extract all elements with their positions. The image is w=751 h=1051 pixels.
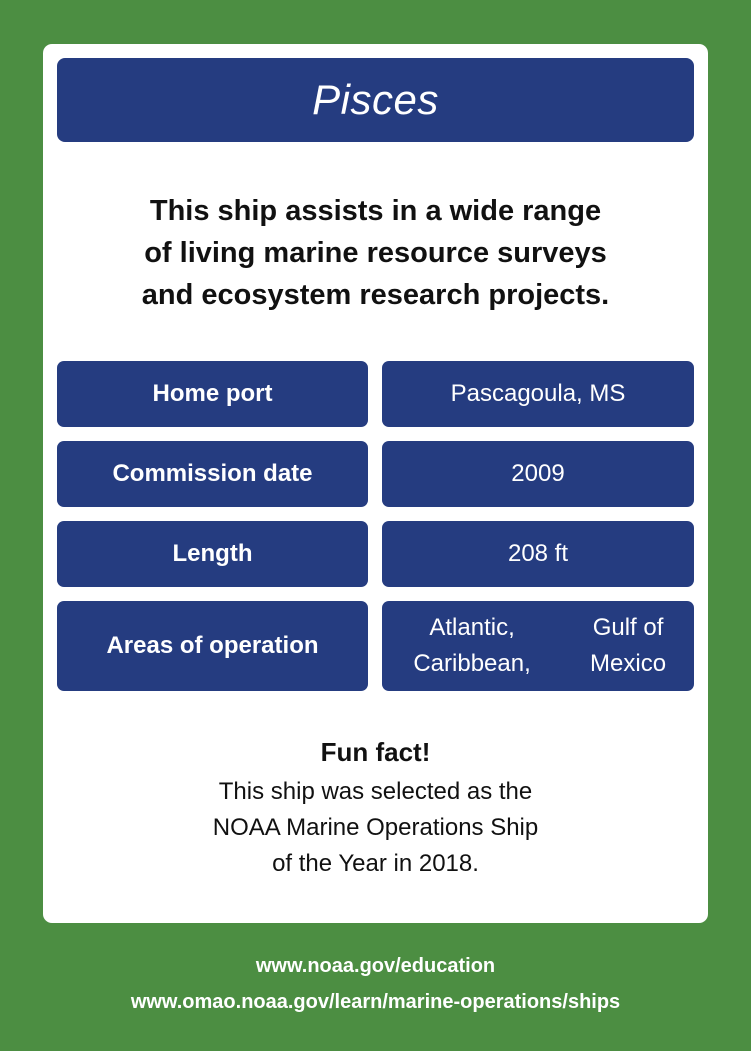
description-line: of living marine resource surveys — [144, 237, 607, 269]
fun-fact-heading: Fun fact! — [320, 737, 431, 767]
fun-fact-line: of the Year in 2018. — [272, 850, 479, 877]
noaa-education-link[interactable]: www.noaa.gov/education — [255, 955, 496, 977]
fact-value-commission-date — [382, 441, 694, 507]
fact-value-length — [382, 521, 694, 587]
fact-label-home-port: Home port — [57, 361, 368, 427]
fact-value-line: 2009 — [511, 460, 565, 487]
omao-ships-link[interactable]: www.omao.noaa.gov/learn/marine-operations/ships — [130, 991, 621, 1013]
description-line: and ecosystem research projects. — [141, 279, 610, 311]
fact-value-line: Pascagoula, MS — [450, 380, 626, 407]
fact-label-areas-of-operation: Areas of operation — [57, 601, 368, 691]
description-line: This ship assists in a wide range — [149, 195, 602, 227]
fact-label-commission-date: Commission date — [57, 441, 368, 507]
ship-title: Pisces — [57, 58, 694, 142]
fun-fact-text — [103, 774, 648, 882]
fun-fact-line: This ship was selected as the — [218, 778, 533, 805]
fact-value-line: Atlantic, Caribbean, — [413, 614, 531, 677]
fact-value-areas-of-operation — [382, 601, 694, 691]
ship-card — [43, 44, 708, 923]
fun-fact-line: NOAA Marine Operations Ship — [212, 814, 539, 841]
ship-description — [73, 190, 678, 316]
fact-value-home-port — [382, 361, 694, 427]
fact-value-line: Gulf of Mexico — [590, 614, 667, 677]
footer-links — [0, 948, 751, 1020]
fact-label-length: Length — [57, 521, 368, 587]
fact-value-line: 208 ft — [507, 540, 569, 567]
